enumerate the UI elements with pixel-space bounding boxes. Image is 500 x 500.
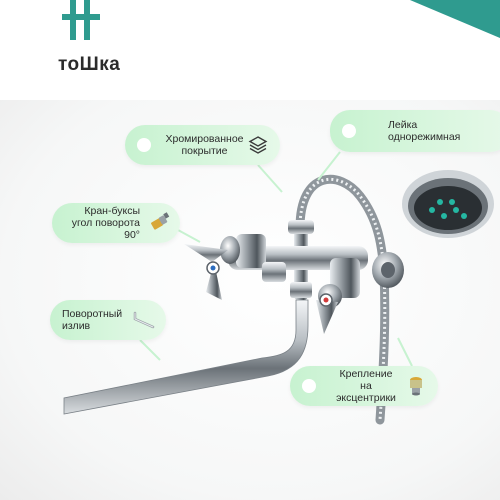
callout-swivel-spout <box>50 300 166 340</box>
callout-label: Крепление на эксцентрики <box>336 368 396 404</box>
valve-cartridge-icon <box>146 209 174 237</box>
callout-label: Хромированное покрытие <box>165 133 244 157</box>
callout-valve-cartridge <box>52 203 180 243</box>
bullet-dot <box>302 379 316 393</box>
layers-icon <box>244 131 272 159</box>
eccentric-fitting-icon <box>402 372 430 400</box>
callout-showerhead <box>330 110 500 152</box>
bullet-dot <box>137 138 151 152</box>
bullet-dot <box>342 124 356 138</box>
callout-label: Поворотный излив <box>62 308 123 332</box>
shower-head-icon <box>402 170 494 238</box>
callout-eccentric-mount <box>290 366 438 406</box>
callout-label: Лейка однорежимная <box>388 119 461 143</box>
callout-chrome-coating <box>125 125 280 165</box>
brand-name: тоШка <box>58 54 121 75</box>
swivel-spout-icon <box>130 306 158 334</box>
callout-label: Кран-буксы угол поворота 90° <box>71 205 140 241</box>
